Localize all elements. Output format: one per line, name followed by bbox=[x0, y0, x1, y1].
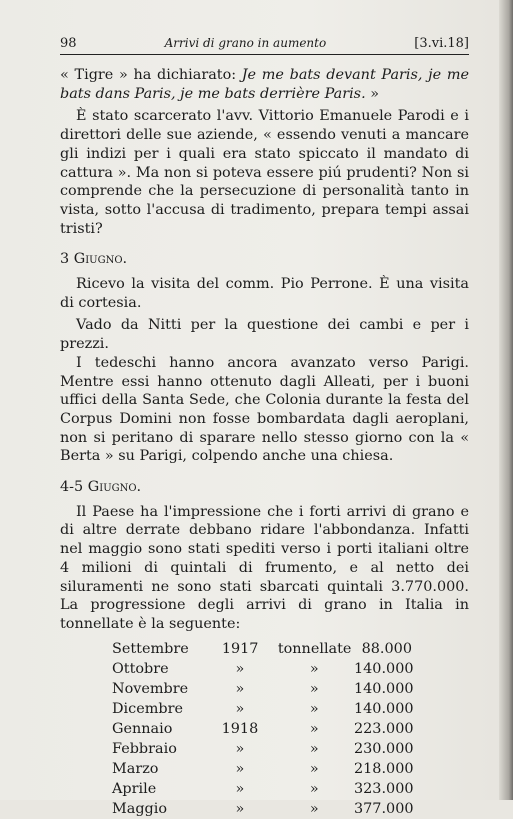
unit-cell: » bbox=[309, 660, 319, 677]
book-spine-shadow bbox=[499, 0, 513, 800]
table-row bbox=[112, 679, 412, 699]
table-row bbox=[112, 759, 412, 779]
value-cell: 230.000 bbox=[354, 740, 414, 757]
unit-cell: » bbox=[309, 680, 319, 697]
month-cell: Dicembre bbox=[112, 700, 183, 717]
year-cell: » bbox=[235, 700, 245, 717]
date-heading-4-5-june: 4-5 Giugno. bbox=[60, 479, 142, 496]
table-row bbox=[112, 739, 412, 759]
value-cell: 223.000 bbox=[354, 720, 414, 737]
table-row bbox=[112, 779, 412, 799]
month-cell: Settembre bbox=[112, 640, 189, 657]
unit-cell: » bbox=[309, 760, 319, 777]
value-cell: 323.000 bbox=[354, 780, 414, 797]
year-cell: » bbox=[235, 660, 245, 677]
month-cell: Novembre bbox=[112, 680, 189, 697]
table-row bbox=[112, 659, 412, 679]
year-cell: » bbox=[235, 680, 245, 697]
paragraph-tedeschi: I tedeschi hanno ancora avanzato verso Parigi. Mentre essi hanno ottenuto dagli Alleati, per i buoni uffici della Santa Sede, che Colonia durante la festa del Corpus Domini non fosse bombardata dagli aeroplani, non si peritano di sparare nello stesso giorno con la « Berta » su Parigi, colpendo anche una chiesa. bbox=[60, 354, 469, 465]
page-body bbox=[60, 66, 469, 819]
year-cell: » bbox=[235, 740, 245, 757]
page-number: 98 bbox=[60, 36, 77, 51]
unit-cell: » bbox=[309, 700, 319, 717]
year-cell: » bbox=[235, 760, 245, 777]
value-cell: 88.000 bbox=[361, 640, 412, 657]
quote-close: » bbox=[365, 85, 380, 102]
month-cell: Marzo bbox=[112, 760, 159, 777]
year-cell: 1918 bbox=[221, 720, 259, 737]
year-cell: 1917 bbox=[221, 640, 259, 657]
year-cell: » bbox=[235, 800, 245, 817]
quote-intro: « Tigre » ha dichiarato: bbox=[60, 67, 242, 83]
unit-cell: » bbox=[309, 800, 319, 817]
unit-cell: tonnellate bbox=[277, 640, 352, 657]
value-cell: 377.000 bbox=[354, 800, 414, 817]
date-reference: [3.vi.18] bbox=[414, 36, 469, 51]
unit-cell: » bbox=[309, 740, 319, 757]
month-cell: Aprile bbox=[112, 780, 157, 797]
running-header bbox=[60, 36, 469, 55]
paragraph-parodi: È stato scarcerato l'avv. Vittorio Emanuele Parodi e i direttori delle sue aziende, « essendo venuti a mancare gli indizi per i quali era stato spiccato il mandato di cattura ». Ma non si poteva essere piú prudenti? Non si comprende che la persecuzione di personalità tanto in vista, sotto l'accusa di tradimento, prepara tempi assai tristi? bbox=[60, 108, 469, 237]
value-cell: 218.000 bbox=[354, 760, 414, 777]
date-heading-3-june: 3 Giugno. bbox=[60, 251, 128, 268]
paragraph-grano: Il Paese ha l'impressione che i forti arrivi di grano e di altre derrate debbano ridare l'abbondanza. Infatti nel maggio sono stati spediti verso i porti italiani oltre 4 milioni di quintali di frumento, e al netto dei siluramenti ne sono stati sbarcati quintali 3.770.000. La progressione degli arrivi di grano in Italia in tonnellate è la seguente: bbox=[60, 503, 469, 632]
value-cell: 140.000 bbox=[354, 680, 414, 697]
month-cell: Gennaio bbox=[112, 720, 173, 737]
month-cell: Ottobre bbox=[112, 660, 169, 677]
running-title: Arrivi di grano in aumento bbox=[164, 36, 327, 50]
month-cell: Maggio bbox=[112, 800, 168, 817]
quote-italic: Je me bats devant Paris, je me bats dans Paris, je me bats derrière Paris. bbox=[60, 67, 469, 102]
unit-cell: » bbox=[309, 780, 319, 797]
value-cell: 140.000 bbox=[354, 700, 414, 717]
unit-cell: » bbox=[309, 720, 319, 737]
value-cell: 140.000 bbox=[354, 660, 414, 677]
paragraph-nitti: Vado da Nitti per la questione dei cambi e per i prezzi. bbox=[60, 317, 469, 353]
table-row bbox=[112, 639, 412, 659]
table-row bbox=[112, 719, 412, 739]
paragraph-tigre-quote bbox=[60, 66, 469, 103]
year-cell: » bbox=[235, 780, 245, 797]
table-row bbox=[112, 699, 412, 719]
paragraph-perrone: Ricevo la visita del comm. Pio Perrone. È una visita di cortesia. bbox=[60, 276, 469, 311]
table-row bbox=[112, 799, 412, 819]
grain-arrivals-table bbox=[112, 639, 412, 819]
month-cell: Febbraio bbox=[112, 740, 177, 757]
